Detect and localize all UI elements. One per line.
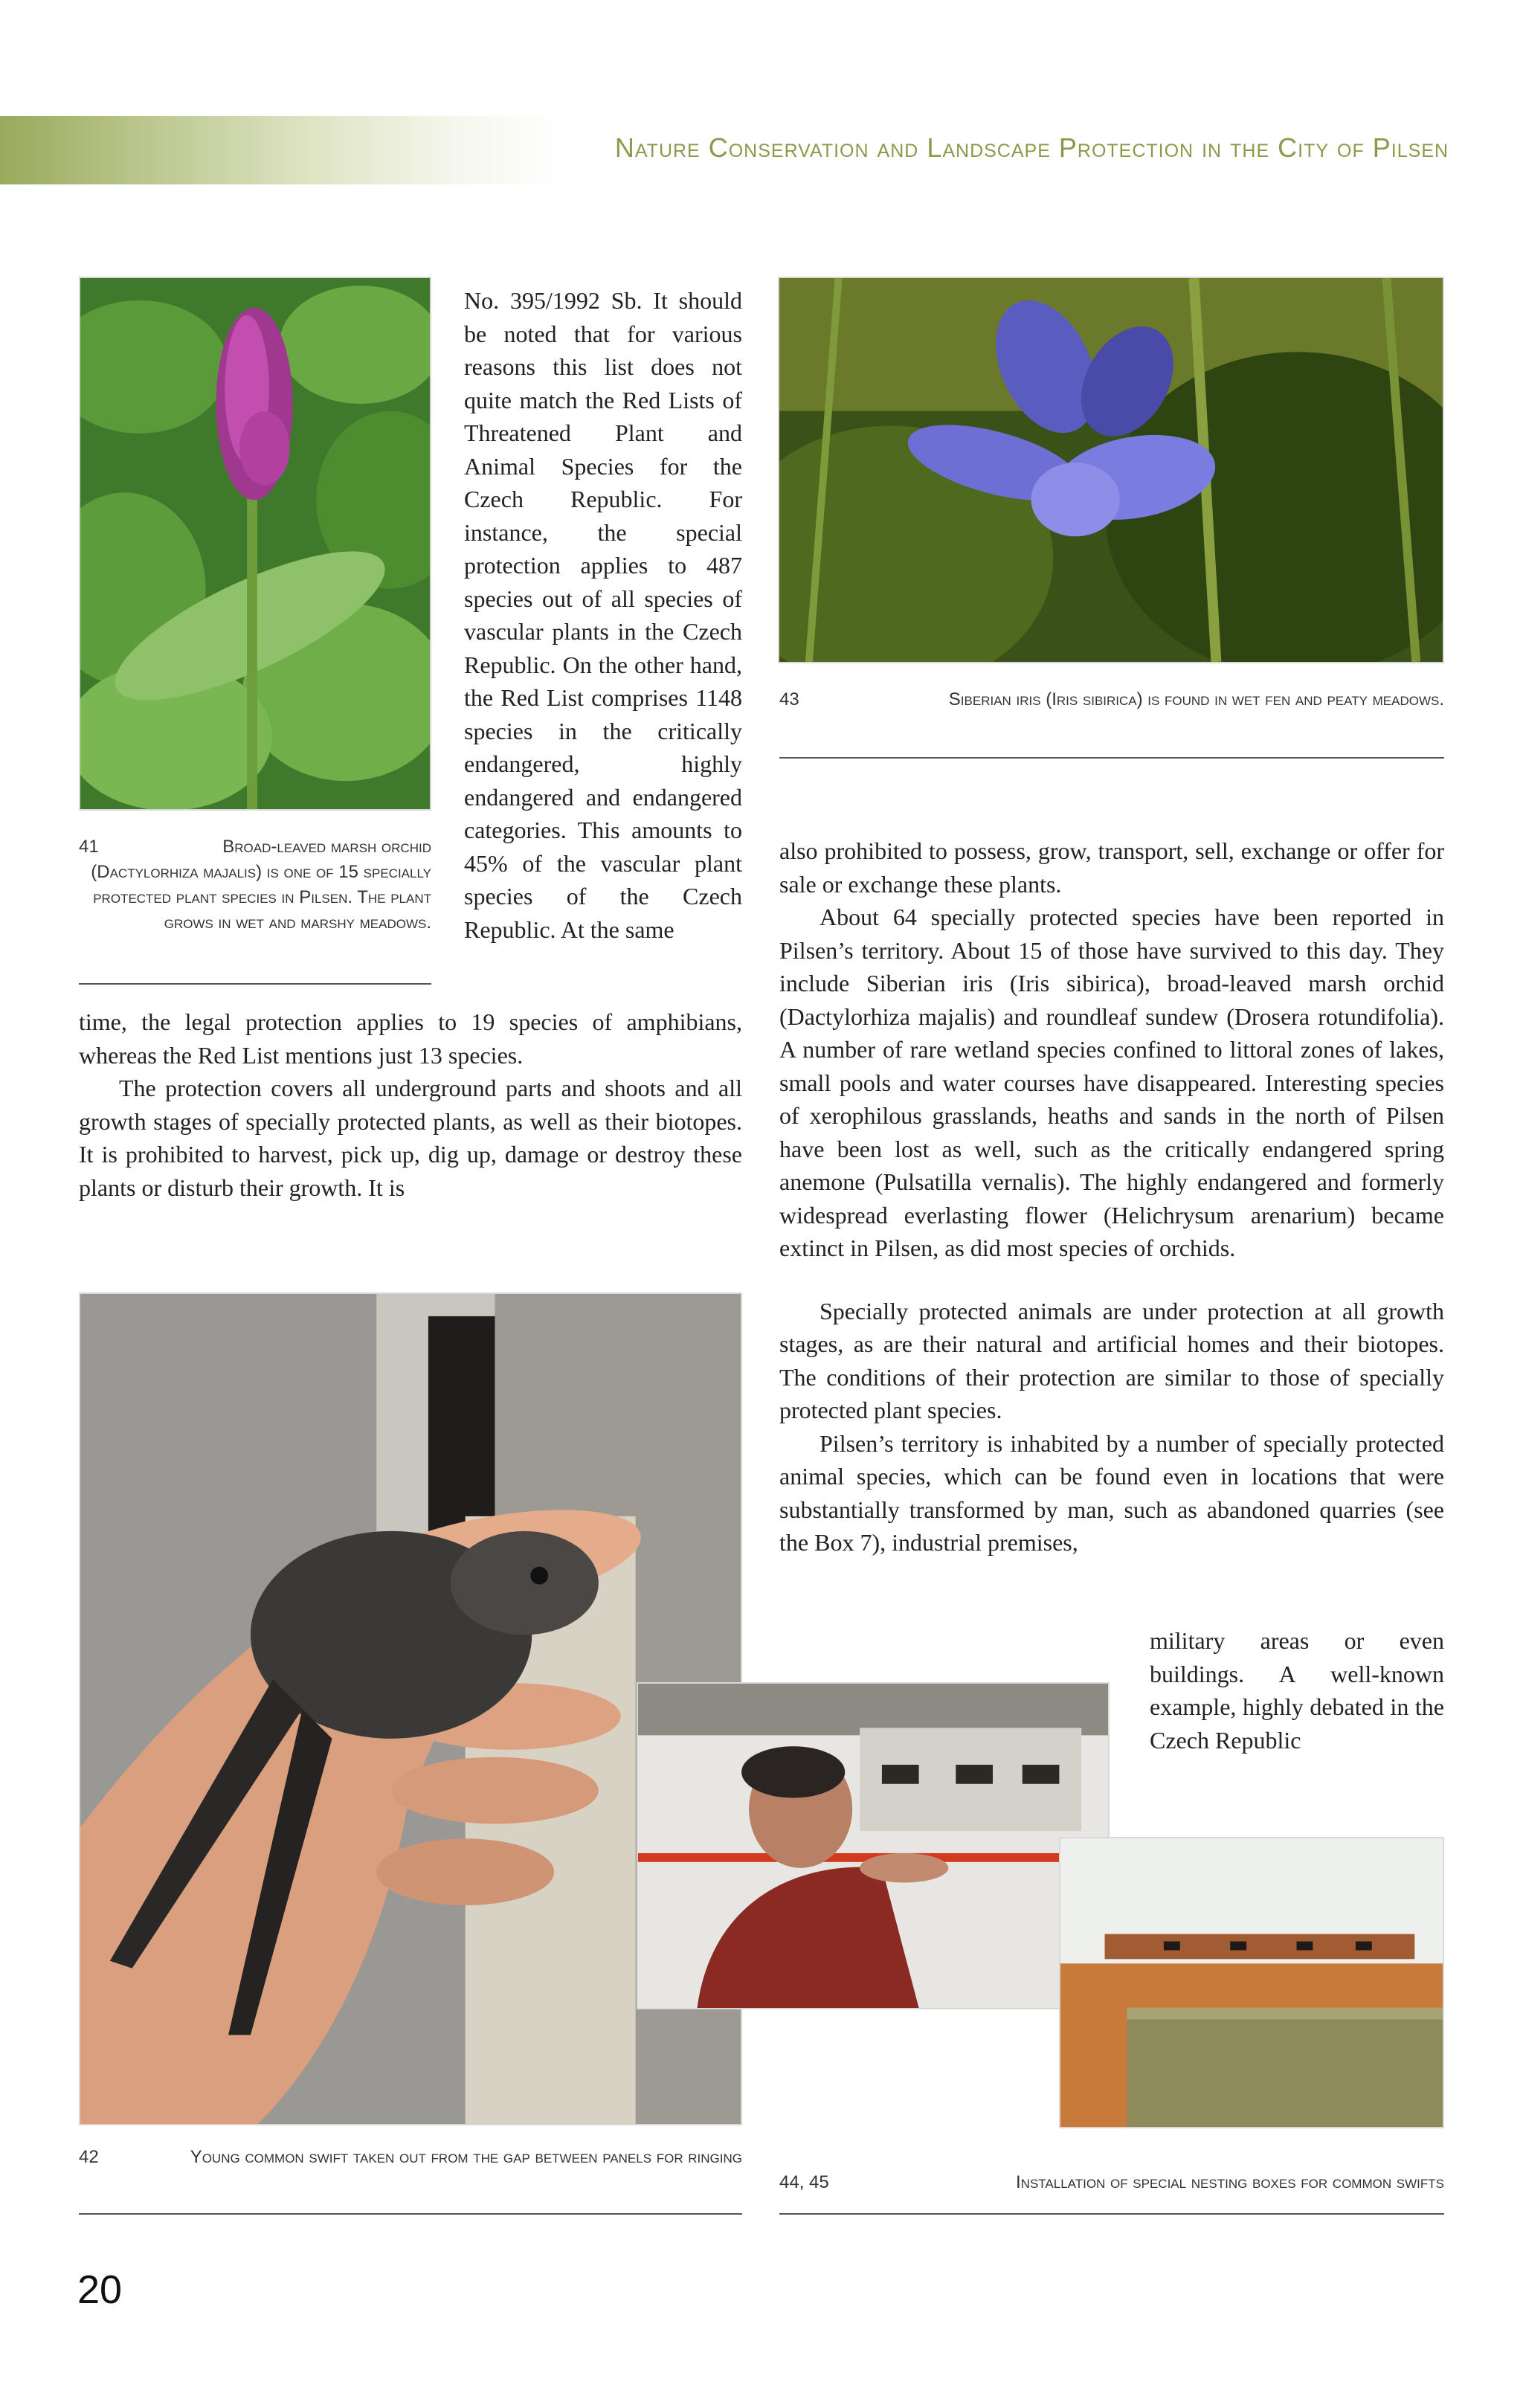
paragraph: also prohibited to possess, grow, transport, sell, exchange or offer for sale or exchange these plants. — [779, 837, 1444, 898]
caption-42 — [79, 2145, 742, 2170]
paragraph: military areas or even buildings. A well-known example, highly debated in the Czech Republic — [1150, 1627, 1444, 1754]
paragraph: About 64 specially protected species have been reported in Pilsen’s territory. About 15 of those have survived to this day. They include Siberian iris (Iris sibirica), broad-leaved marsh orchid (Dactylorhiza majalis) and roundleaf sundew (Drosera rotundifolia). A number of rare wetland species confined to littoral zones of lakes, small pools and water courses have disappeared. Interesting species of xerophilous grasslands, heaths and sands in the north of Pilsen have been lost as well, such as the critically endangered spring anemone (Pulsatilla vernalis). The highly endangered and formerly widespread everlasting flower (Helichrysum arenarium) became extinct in Pilsen, as did most species of orchids. — [779, 904, 1444, 1261]
caption-41 — [79, 834, 431, 936]
caption-rule — [779, 2213, 1444, 2215]
caption-number: 42 — [79, 2147, 99, 2167]
caption-number: 41 — [79, 837, 99, 857]
caption-rule — [79, 2213, 742, 2215]
caption-44-45 — [779, 2170, 1444, 2195]
body-text-left-column — [79, 1005, 742, 1204]
paragraph: The protection covers all underground parts and shoots and all growth stages of specially protected plants, as well as their biotopes. It is prohibited to harvest, pick up, dig up, damage or destroy these plants or disturb their growth. It is — [79, 1075, 742, 1201]
running-header: Nature Conservation and Landscape Protection in the City of Pilsen — [614, 132, 1449, 163]
caption-rule — [779, 757, 1444, 759]
paragraph: Pilsen’s territory is inhabited by a number of specially protected animal species, which can be found even in locations that were substantially transformed by man, such as abandoned quarries (see the Box 7), industrial premises, — [779, 1429, 1444, 1556]
caption-number: 44, 45 — [779, 2172, 829, 2192]
photo-siberian-iris — [778, 277, 1444, 663]
photo-nesting-boxes-building — [1059, 1837, 1444, 2128]
caption-text: Broad-leaved marsh orchid (Dactylorhiza majalis) is one of 15 specially protected plant species in Pilsen. The plant grows in wet and marshy meadows. — [91, 837, 431, 933]
page-number: 20 — [77, 2267, 123, 2312]
body-text-right-continuation — [1150, 1624, 1444, 1757]
caption-number: 43 — [779, 689, 799, 709]
photo-marsh-orchid — [79, 277, 431, 811]
paragraph: No. 395/1992 Sb. It should be noted that for various reasons this list does not quite match the Red Lists of Threatened Plant and Animal Species for the Czech Republic. For instance, the special protection applies to 487 species out of all species of vascular plants in the Czech Republic. On the other hand, the Red List comprises 1148 species in the critically endangered, highly endangered and endangered categories. This amounts to 45% of the vascular plant species of the Czech Republic. At the same — [464, 287, 742, 943]
paragraph: Specially protected animals are under protection at all growth stages, as are their natural and artificial homes and their biotopes. The conditions of their protection are similar to those of specially protected plant species. — [779, 1297, 1444, 1423]
caption-text: Young common swift taken out from the gap between panels for ringing — [190, 2147, 742, 2167]
body-text-right-column — [779, 834, 1444, 1559]
photo-nesting-box-installation — [637, 1682, 1110, 2009]
paragraph: time, the legal protection applies to 19 species of amphibians, whereas the Red List mentions just 13 species. — [79, 1008, 742, 1069]
caption-rule — [79, 983, 431, 985]
caption-text: Siberian iris (Iris sibirica) is found in wet fen and peaty meadows. — [948, 689, 1444, 709]
caption-text: Installation of special nesting boxes for common swifts — [1016, 2172, 1444, 2192]
body-text-narrow-column — [464, 284, 742, 946]
caption-43 — [779, 687, 1444, 712]
